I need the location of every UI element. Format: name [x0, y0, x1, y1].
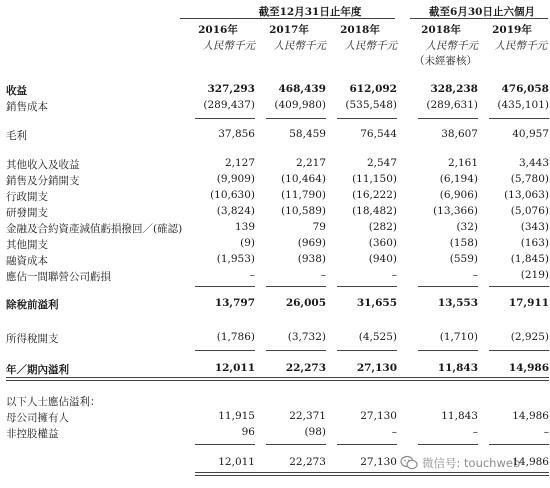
value-cell: 476,058 — [501, 83, 549, 95]
value-cell: 2,127 — [224, 157, 255, 169]
subtotal-rule — [195, 350, 255, 351]
value-cell: (938) — [297, 253, 326, 265]
year-2019-h1: 2019年 — [492, 24, 532, 36]
row-label-rnd-expenses: 研發開支 — [6, 207, 48, 219]
subtotal-rule — [266, 444, 326, 445]
subtotal-rule — [266, 286, 326, 287]
value-cell: (535,548) — [345, 99, 397, 111]
value-cell: (343) — [520, 221, 549, 233]
value-cell: 14,986 — [508, 362, 549, 374]
value-cell: 328,238 — [430, 83, 478, 95]
subtotal-rule — [195, 444, 255, 445]
value-cell: 12,011 — [218, 456, 255, 468]
value-cell: (5,780) — [510, 173, 549, 185]
subtotal-rule — [337, 444, 397, 445]
subtotal-rule — [266, 350, 326, 351]
value-cell: (3,824) — [216, 205, 255, 217]
header-group-rule-left — [180, 18, 395, 19]
value-cell: 2,547 — [366, 157, 397, 169]
value-cell: (13,063) — [504, 189, 549, 201]
value-cell: (9) — [240, 237, 255, 249]
row-label-attributable-to: 以下人士應佔溢利： — [6, 396, 101, 408]
subtotal-rule — [489, 286, 549, 287]
value-cell: 38,607 — [441, 128, 478, 140]
value-cell: 26,005 — [285, 297, 326, 309]
row-label-gross-profit: 毛利 — [6, 130, 27, 142]
value-cell: 27,130 — [356, 362, 397, 374]
year-2017: 2017年 — [269, 24, 309, 36]
subtotal-rule — [418, 444, 478, 445]
value-cell: 22,273 — [289, 456, 326, 468]
value-cell: (969) — [297, 237, 326, 249]
value-cell: 12,011 — [214, 362, 255, 374]
value-cell: – — [472, 269, 478, 281]
value-cell: (10,464) — [281, 173, 326, 185]
year-2016: 2016年 — [198, 24, 238, 36]
double-underline — [6, 377, 549, 378]
value-cell: (1,953) — [216, 253, 255, 265]
row-label-revenue: 收益 — [6, 85, 27, 97]
year-2018-h1: 2018年 — [421, 24, 461, 36]
value-cell: 139 — [234, 221, 255, 233]
value-cell: (10,630) — [210, 189, 255, 201]
row-label-admin-expenses: 行政開支 — [6, 191, 48, 203]
subtotal-rule — [195, 286, 255, 287]
year-2018: 2018年 — [340, 24, 380, 36]
value-cell: (282) — [368, 221, 397, 233]
watermark — [400, 452, 546, 474]
unit-2019-h1: 人民幣千元 — [494, 40, 547, 52]
value-cell: 468,439 — [278, 83, 326, 95]
value-cell: (4,525) — [358, 331, 397, 343]
value-cell: (16,222) — [352, 189, 397, 201]
value-cell: (11,790) — [281, 189, 326, 201]
value-cell: – — [320, 269, 326, 281]
subtotal-rule — [418, 118, 478, 119]
value-cell: 37,856 — [218, 128, 255, 140]
value-cell: 14,986 — [512, 410, 549, 422]
row-label-share-of-associate-loss: 應佔一間聯營公司虧損 — [6, 271, 111, 283]
unit-2018-h1: 人民幣千元 — [425, 40, 478, 52]
value-cell: (13,366) — [433, 205, 478, 217]
value-cell: (158) — [449, 237, 478, 249]
subtotal-rule — [418, 350, 478, 351]
value-cell: – — [391, 426, 397, 438]
value-cell: (289,631) — [426, 99, 478, 111]
header-group-full-year: 截至12月31日止年度 — [258, 6, 362, 18]
row-label-other-income: 其他收入及收益 — [6, 159, 80, 171]
unit-2017: 人民幣千元 — [273, 40, 326, 52]
value-cell: (219) — [520, 269, 549, 281]
value-cell: 2,217 — [295, 157, 326, 169]
value-cell: (1,710) — [439, 331, 478, 343]
header-group-half-year: 截至6月30日止六個月 — [429, 6, 535, 18]
value-cell: (2,925) — [510, 331, 549, 343]
value-cell: (1,786) — [216, 331, 255, 343]
value-cell: 2,161 — [447, 157, 478, 169]
unaudited-note: （未經審核） — [414, 55, 477, 67]
value-cell: (1,845) — [510, 253, 549, 265]
value-cell: 31,655 — [356, 297, 397, 309]
value-cell: – — [249, 269, 255, 281]
row-label-impairment: 金融及合約資產減值虧損撥回／(確認) — [6, 223, 183, 235]
row-label-profit-before-tax: 除稅前溢利 — [6, 299, 59, 311]
value-cell: 22,371 — [289, 410, 326, 422]
value-cell: 13,797 — [214, 297, 255, 309]
value-cell: (360) — [368, 237, 397, 249]
value-cell: 27,130 — [360, 410, 397, 422]
subtotal-rule — [489, 118, 549, 119]
value-cell: (435,101) — [497, 99, 549, 111]
row-label-finance-costs: 融資成本 — [6, 255, 48, 267]
row-label-income-tax: 所得稅開支 — [6, 333, 59, 345]
value-cell: 58,459 — [289, 128, 326, 140]
row-label-cost-of-sales: 銷售成本 — [6, 101, 48, 113]
value-cell: 76,544 — [360, 128, 397, 140]
value-cell: 22,273 — [285, 362, 326, 374]
subtotal-rule — [418, 286, 478, 287]
value-cell: (9,909) — [216, 173, 255, 185]
value-cell: 11,843 — [437, 362, 478, 374]
value-cell: (6,194) — [439, 173, 478, 185]
value-cell: (18,482) — [352, 205, 397, 217]
subtotal-rule — [337, 350, 397, 351]
value-cell: 13,553 — [437, 297, 478, 309]
value-cell: 14,986 — [512, 456, 549, 468]
header-group-rule-right — [410, 18, 548, 19]
value-cell: (559) — [449, 253, 478, 265]
unit-2018: 人民幣千元 — [344, 40, 397, 52]
value-cell: 612,092 — [349, 83, 397, 95]
wechat-icon — [400, 455, 418, 471]
row-label-owners-of-parent: 母公司擁有人 — [6, 412, 69, 424]
subtotal-rule — [337, 118, 397, 119]
value-cell: – — [472, 426, 478, 438]
value-cell: 327,293 — [207, 83, 255, 95]
value-cell: (5,076) — [510, 205, 549, 217]
value-cell: (289,437) — [203, 99, 255, 111]
value-cell: (940) — [368, 253, 397, 265]
row-label-non-controlling: 非控股權益 — [6, 428, 59, 440]
value-cell: – — [543, 426, 549, 438]
value-cell: (10,589) — [281, 205, 326, 217]
value-cell: (6,906) — [439, 189, 478, 201]
subtotal-rule — [266, 118, 326, 119]
value-cell: 79 — [312, 221, 326, 233]
subtotal-rule — [489, 444, 549, 445]
row-label-other-expenses: 其他開支 — [6, 239, 48, 251]
value-cell: 11,843 — [441, 410, 478, 422]
value-cell: 11,915 — [218, 410, 255, 422]
row-label-selling-expenses: 銷售及分銷開支 — [6, 175, 80, 187]
value-cell: (32) — [456, 221, 478, 233]
subtotal-rule — [337, 286, 397, 287]
value-cell: – — [391, 269, 397, 281]
subtotal-rule — [195, 118, 255, 119]
value-cell: 17,911 — [508, 297, 549, 309]
subtotal-rule — [489, 350, 549, 351]
value-cell: (98) — [304, 426, 326, 438]
value-cell: (11,150) — [352, 173, 397, 185]
value-cell: 27,130 — [360, 456, 397, 468]
row-label-profit-for-period: 年／期內溢利 — [6, 364, 69, 376]
value-cell: 3,443 — [518, 157, 549, 169]
value-cell: 96 — [241, 426, 255, 438]
value-cell: (3,732) — [287, 331, 326, 343]
value-cell: 40,957 — [512, 128, 549, 140]
value-cell: (409,980) — [274, 99, 326, 111]
double-underline — [195, 475, 549, 476]
unit-2016: 人民幣千元 — [202, 40, 255, 52]
double-underline — [6, 380, 549, 381]
value-cell: (163) — [520, 237, 549, 249]
watermark-text: 微信号: touchweb — [422, 456, 521, 470]
